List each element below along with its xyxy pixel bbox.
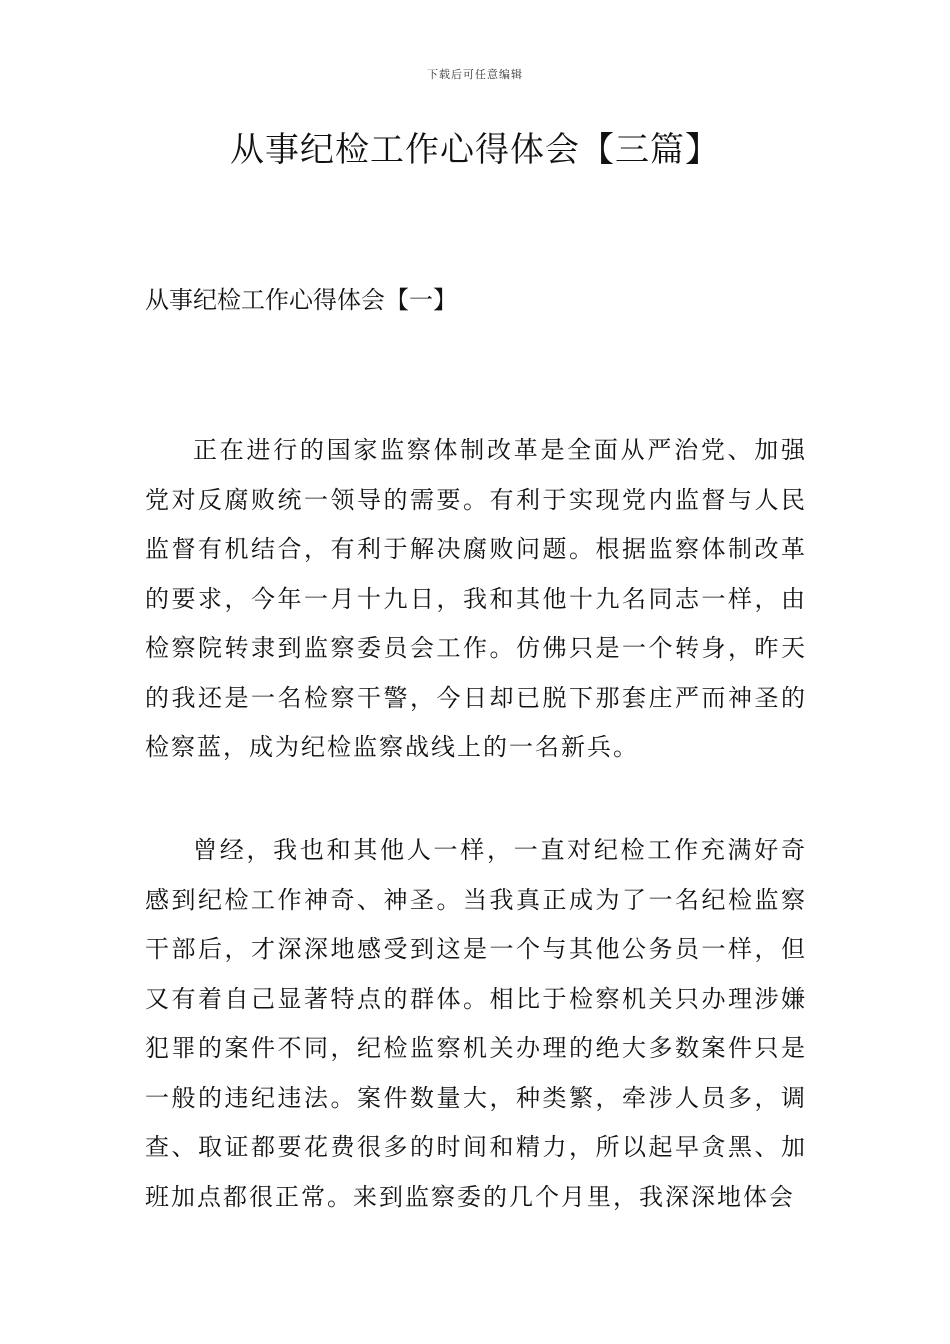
body-paragraph: 曾经，我也和其他人一样，一直对纪检工作充满好奇感到纪检工作神奇、神圣。当我真正成为了一名纪检监察干部后，才深深地感受到这是一个与其他公务员一样，但又有着自己显著特点的群体。相比于检察机关只办理涉嫌犯罪的案件不同，纪检监察机关办理的绝大多数案件只是一般的违纪违法。案件数量大，种类繁，牵涉人员多，调查、取证都要花费很多的时间和精力，所以起早贪黑、加班加点都很正常。来到监察委的几个月里，我深深地体会: [145, 836, 807, 1211]
section-heading: 从事纪检工作心得体会【一】: [145, 286, 457, 314]
body-paragraph: 正在进行的国家监察体制改革是全面从严治党、加强党对反腐败统一领导的需要。有利于实现党内监督与人民监督有机结合，有利于解决腐败问题。根据监察体制改革的要求，今年一月十九日，我和其他十九名同志一样，由检察院转隶到监察委员会工作。仿佛只是一个转身，昨天的我还是一名检察干警，今日却已脱下那套庄严而神圣的检察蓝，成为纪检监察战线上的一名新兵。: [145, 436, 807, 761]
header-note: 下载后可任意编辑: [427, 68, 523, 81]
document-title: 从事纪检工作心得体会【三篇】: [230, 130, 720, 170]
